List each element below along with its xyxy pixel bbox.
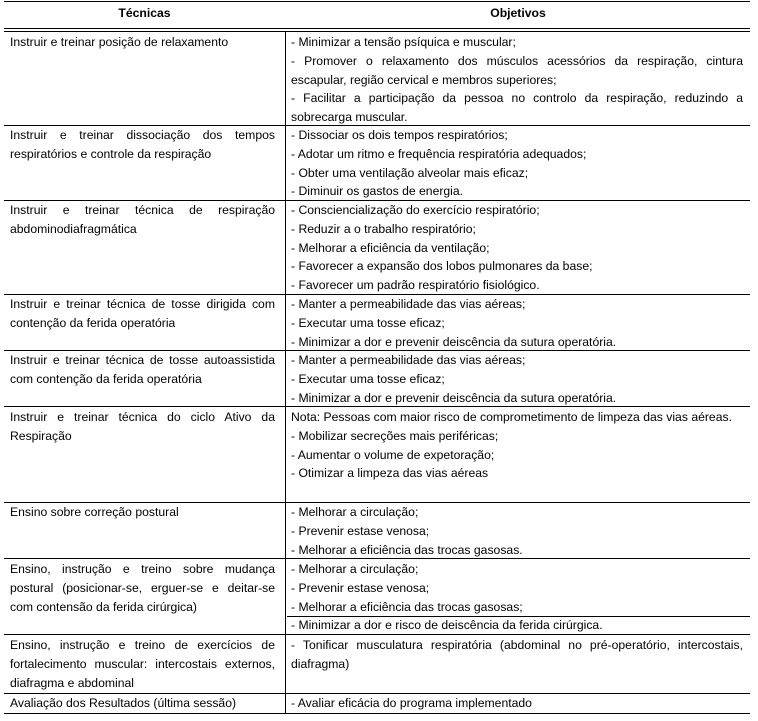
objective-item: - Melhorar a circulação; bbox=[291, 505, 419, 519]
header-techniques: Técnicas bbox=[118, 6, 171, 20]
technique-cell: Ensino, instrução e treino de exercícios de fortalecimento muscular: intercostais externos, diafragma e abdominal bbox=[10, 638, 275, 690]
objective-item: - Diminuir os gastos de energia. bbox=[291, 184, 464, 199]
objectives-cell-extra bbox=[291, 616, 743, 635]
objective-item: - Prevenir estase venosa; bbox=[291, 580, 430, 595]
objective-item: - Aumentar o volume de expetoração; bbox=[291, 447, 495, 462]
objective-item: - Avaliar eficácia do programa implementado bbox=[291, 696, 532, 710]
objectives-cell bbox=[291, 126, 743, 201]
objectives-cell bbox=[291, 636, 743, 674]
header-objectives: Objetivos bbox=[490, 6, 546, 20]
objective-item: - Favorecer a expansão dos lobos pulmonares da base; bbox=[291, 259, 593, 274]
objective-item: - Melhorar a eficiência da ventilação; bbox=[291, 240, 490, 255]
objectives-cell bbox=[291, 408, 743, 483]
objective-item: - Melhorar a eficiência das trocas gasosas. bbox=[291, 542, 523, 557]
objective-item: - Favorecer um padrão respiratório fisiológico. bbox=[291, 278, 540, 293]
technique-cell: Instruir e treinar técnica de tosse dirigida com contenção da ferida operatória bbox=[10, 297, 275, 330]
objective-item: - Obter uma ventilação alveolar mais eficaz; bbox=[291, 165, 529, 180]
technique-cell: Avaliação dos Resultados (última sessão) bbox=[10, 696, 237, 710]
technique-cell: Ensino sobre correção postural bbox=[10, 505, 179, 519]
objective-item: - Manter a permeabilidade das vias aéreas; bbox=[291, 353, 526, 367]
objectives-cell bbox=[291, 33, 743, 127]
technique-cell: Instruir e treinar técnica de respiração abdominodiafragmática bbox=[10, 203, 275, 236]
objective-item: - Facilitar a participação da pessoa no controlo da respiração, reduzindo a sobrecarga muscular. bbox=[291, 91, 743, 125]
objective-item: - Executar uma tosse eficaz; bbox=[291, 315, 445, 330]
objectives-cell bbox=[291, 560, 743, 616]
objectives-cell bbox=[291, 503, 743, 559]
table-top-rule bbox=[4, 1, 750, 2]
technique-cell: Ensino, instrução e treino sobre mudança postural (posicionar-se, erguer-se e deitar-se com contensão da ferida cirúrgica) bbox=[10, 562, 275, 614]
technique-cell: Instruir e treinar posição de relaxamento bbox=[10, 35, 229, 49]
objective-item: - Melhorar a eficiência das trocas gasosas; bbox=[291, 599, 523, 614]
objectives-cell bbox=[291, 351, 743, 407]
technique-cell: Instruir e treinar técnica do ciclo Ativo da Respiração bbox=[10, 410, 275, 443]
objective-item: - Minimizar a dor e prevenir deiscência da sutura operatória. bbox=[291, 334, 617, 349]
objective-item: - Consciencialização do exercício respiratório; bbox=[291, 203, 540, 217]
column-divider bbox=[285, 31, 286, 713]
table-bottom-rule bbox=[4, 713, 750, 714]
objective-item: - Otimizar a limpeza das vias aéreas bbox=[291, 466, 489, 481]
objectives-cell bbox=[291, 201, 743, 295]
objectives-cell bbox=[291, 295, 743, 351]
objective-item: - Manter a permeabilidade das vias aéreas; bbox=[291, 297, 526, 311]
objective-item: - Melhorar a circulação; bbox=[291, 562, 419, 576]
objective-item: - Tonificar musculatura respiratória (abdominal no pré-operatório, intercostais, diafragma) bbox=[291, 638, 743, 671]
technique-cell: Instruir e treinar técnica de tosse autoassistida com contenção da ferida operatória bbox=[10, 353, 275, 386]
objective-item: - Reduzir a o trabalho respiratório; bbox=[291, 221, 476, 236]
objectives-cell bbox=[291, 694, 743, 713]
header-bottom-rule bbox=[4, 28, 750, 29]
objective-item: - Minimizar a dor e prevenir deiscência da sutura operatória. bbox=[291, 390, 617, 405]
objective-item: - Dissociar os dois tempos respiratórios; bbox=[291, 128, 508, 142]
header-double-rule bbox=[4, 31, 750, 32]
objective-item: - Prevenir estase venosa; bbox=[291, 523, 430, 538]
objective-item: - Minimizar a dor e risco de deiscência da ferida cirúrgica. bbox=[291, 618, 603, 632]
objective-item: - Minimizar a tensão psíquica e muscular; bbox=[291, 35, 516, 49]
objective-note: Nota: Pessoas com maior risco de comprometimento de limpeza das vias aéreas. bbox=[291, 410, 732, 424]
objective-item: - Adotar um ritmo e frequência respiratória adequados; bbox=[291, 146, 587, 161]
objective-item: - Promover o relaxamento dos músculos acessórios da respiração, cintura escapular, região cervical e membros superiores; bbox=[291, 53, 743, 87]
objective-item: - Mobilizar secreções mais periféricas; bbox=[291, 428, 499, 443]
technique-cell: Instruir e treinar dissociação dos tempos respiratórios e controle da respiração bbox=[10, 128, 275, 161]
objective-item: - Executar uma tosse eficaz; bbox=[291, 371, 445, 386]
